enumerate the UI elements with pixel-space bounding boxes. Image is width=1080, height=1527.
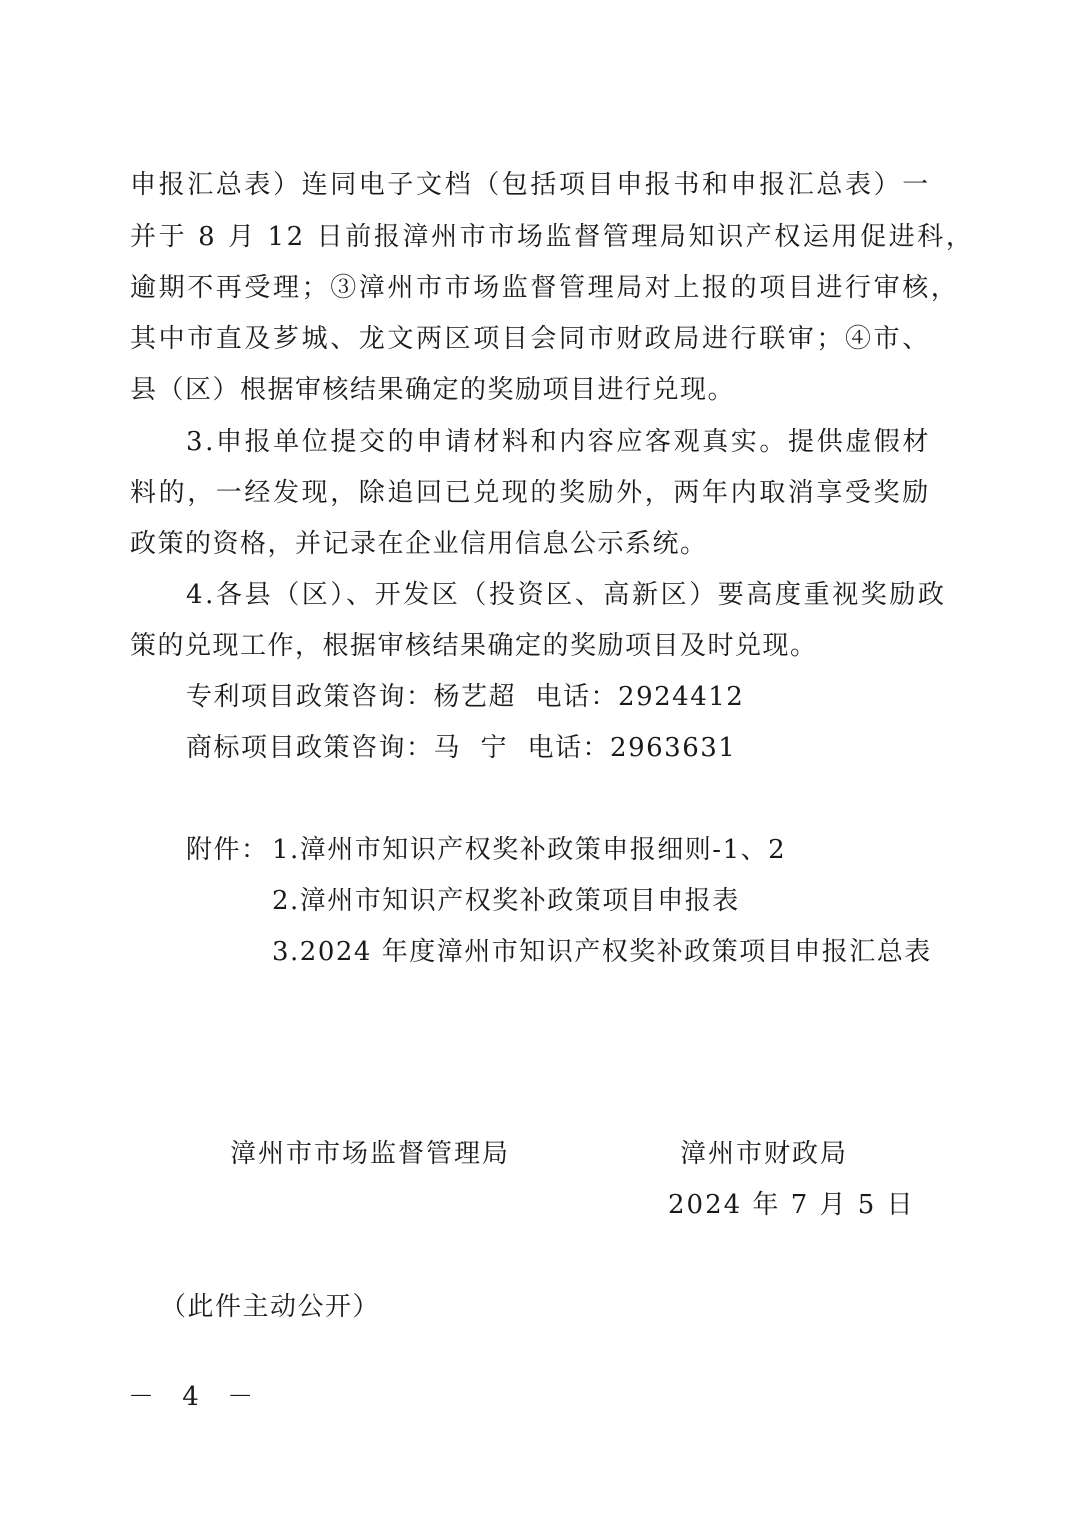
page-number: － 4 － — [128, 1382, 264, 1412]
issuer-finance-bureau: 漳州市财政局 — [680, 1139, 849, 1169]
attachments-label: 附件： — [186, 835, 269, 865]
paragraph-1-line-1: 申报汇总表）连同电子文档（包括项目申报书和申报汇总表）一 — [130, 170, 931, 200]
item-4-line-2: 策的兑现工作，根据审核结果确定的奖励项目及时兑现。 — [130, 631, 818, 661]
attachment-item-1: 1.漳州市知识产权奖补政策申报细则-1、2 — [272, 835, 787, 865]
disclosure-note: （此件主动公开） — [160, 1292, 381, 1322]
contact-trademark: 商标项目政策咨询：马 宁 电话：2963631 — [186, 733, 737, 763]
issue-date: 2024 年 7 月 5 日 — [668, 1190, 915, 1220]
item-3-line-2: 料的，一经发现，除追回已兑现的奖励外，两年内取消享受奖励 — [130, 478, 931, 508]
paragraph-1-line-5: 县（区）根据审核结果确定的奖励项目进行兑现。 — [130, 375, 736, 405]
item-3-line-1: 3.申报单位提交的申请材料和内容应客观真实。提供虚假材 — [186, 427, 932, 457]
issuer-market-supervision: 漳州市市场监督管理局 — [230, 1139, 511, 1169]
attachment-item-3: 3.2024 年度漳州市知识产权奖补政策项目申报汇总表 — [272, 937, 932, 967]
attachment-item-2: 2.漳州市知识产权奖补政策项目申报表 — [272, 886, 740, 916]
item-4-line-1: 4.各县（区）、开发区（投资区、高新区）要高度重视奖励政 — [186, 580, 947, 610]
paragraph-1-line-3: 逾期不再受理；③漳州市市场监督管理局对上报的项目进行审核， — [130, 273, 960, 303]
item-3-line-3: 政策的资格，并记录在企业信用信息公示系统。 — [130, 529, 708, 559]
contact-patent: 专利项目政策咨询：杨艺超 电话：2924412 — [186, 682, 745, 712]
paragraph-1-line-4: 其中市直及芗城、龙文两区项目会同市财政局进行联审；④市、 — [130, 324, 931, 354]
paragraph-1-line-2: 并于 8 月 12 日前报漳州市市场监督管理局知识产权运用促进科， — [130, 222, 975, 252]
